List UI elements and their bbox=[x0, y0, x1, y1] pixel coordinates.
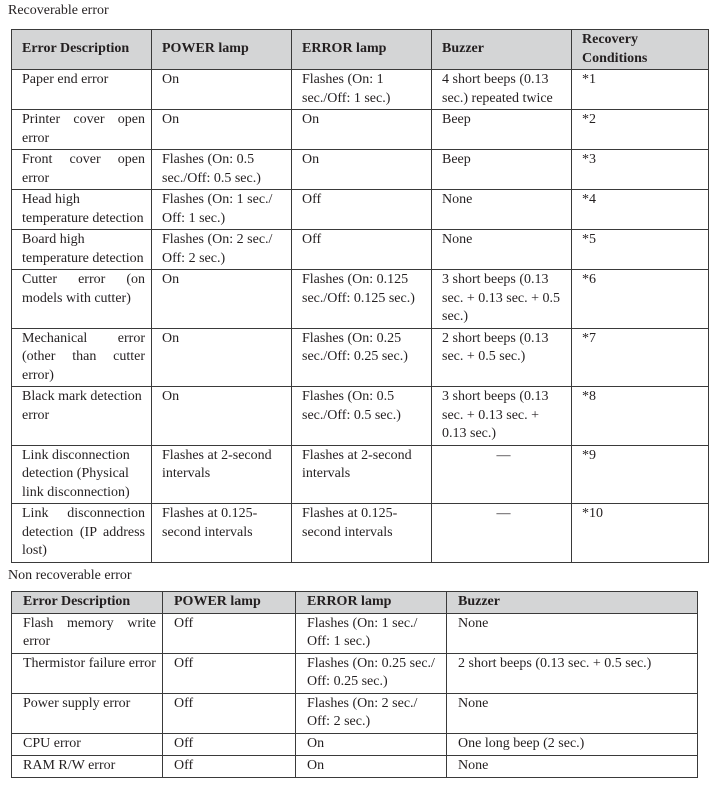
cell-error-lamp: Off bbox=[292, 190, 432, 230]
header-power-lamp: POWER lamp bbox=[163, 592, 296, 614]
cell-recovery: *8 bbox=[572, 387, 709, 446]
cell-power: Flashes (On: 1 sec./ Off: 1 sec.) bbox=[152, 190, 292, 230]
cell-error-lamp: On bbox=[296, 755, 447, 777]
cell-power: Flashes (On: 0.5 sec./Off: 0.5 sec.) bbox=[152, 150, 292, 190]
cell-recovery: *10 bbox=[572, 504, 709, 563]
non-recoverable-error-table bbox=[11, 591, 698, 778]
table-row bbox=[12, 693, 698, 733]
cell-error: Black mark detection error bbox=[12, 387, 152, 446]
header-error-lamp: ERROR lamp bbox=[292, 30, 432, 70]
cell-buzzer: Beep bbox=[432, 150, 572, 190]
cell-error: Paper end error bbox=[12, 70, 152, 110]
table-row bbox=[12, 613, 698, 653]
table-row bbox=[12, 328, 709, 387]
cell-recovery: *1 bbox=[572, 70, 709, 110]
cell-error: Mechanical error (other than cutter error) bbox=[12, 328, 152, 387]
cell-power: Off bbox=[163, 653, 296, 693]
header-error-description: Error Description bbox=[12, 30, 152, 70]
cell-error-lamp: Flashes (On: 0.25 sec./ Off: 0.25 sec.) bbox=[296, 653, 447, 693]
cell-error-lamp: Flashes at 2-second intervals bbox=[292, 445, 432, 504]
cell-error: Power supply error bbox=[12, 693, 163, 733]
cell-error-lamp: Flashes (On: 1 sec./ Off: 1 sec.) bbox=[296, 613, 447, 653]
cell-recovery: *7 bbox=[572, 328, 709, 387]
table-row bbox=[12, 230, 709, 270]
cell-power: Flashes (On: 2 sec./ Off: 2 sec.) bbox=[152, 230, 292, 270]
cell-recovery: *5 bbox=[572, 230, 709, 270]
table-row bbox=[12, 190, 709, 230]
cell-recovery: *4 bbox=[572, 190, 709, 230]
cell-error: Cutter error (on models with cutter) bbox=[12, 270, 152, 329]
cell-power: On bbox=[152, 70, 292, 110]
cell-buzzer: 2 short beeps (0.13 sec. + 0.5 sec.) bbox=[447, 653, 698, 693]
cell-power: Flashes at 0.125-second intervals bbox=[152, 504, 292, 563]
cell-error: Flash memory write error bbox=[12, 613, 163, 653]
header-error-description: Error Description bbox=[12, 592, 163, 614]
cell-recovery: *3 bbox=[572, 150, 709, 190]
cell-power: On bbox=[152, 328, 292, 387]
cell-buzzer: None bbox=[447, 755, 698, 777]
header-power-lamp: POWER lamp bbox=[152, 30, 292, 70]
table-row bbox=[12, 755, 698, 777]
cell-error: RAM R/W error bbox=[12, 755, 163, 777]
table-row bbox=[12, 150, 709, 190]
cell-power: On bbox=[152, 270, 292, 329]
cell-error-lamp: Flashes (On: 0.25 sec./Off: 0.25 sec.) bbox=[292, 328, 432, 387]
cell-error: Printer cover open error bbox=[12, 110, 152, 150]
table-row bbox=[12, 504, 709, 563]
cell-recovery: *9 bbox=[572, 445, 709, 504]
cell-error: Link disconnection detection (Physical link disconnection) bbox=[12, 445, 152, 504]
table-row bbox=[12, 387, 709, 446]
cell-power: Off bbox=[163, 693, 296, 733]
cell-power: On bbox=[152, 110, 292, 150]
recoverable-error-table bbox=[11, 29, 709, 563]
cell-buzzer: None bbox=[447, 613, 698, 653]
cell-error-lamp: Flashes (On: 0.5 sec./Off: 0.5 sec.) bbox=[292, 387, 432, 446]
cell-buzzer: 4 short beeps (0.13 sec.) repeated twice bbox=[432, 70, 572, 110]
cell-power: Off bbox=[163, 733, 296, 755]
cell-error-lamp: Flashes (On: 0.125 sec./Off: 0.125 sec.) bbox=[292, 270, 432, 329]
non-recoverable-error-title: Non recoverable error bbox=[8, 568, 132, 583]
cell-error: CPU error bbox=[12, 733, 163, 755]
cell-power: Off bbox=[163, 613, 296, 653]
table-row bbox=[12, 110, 709, 150]
cell-buzzer: None bbox=[432, 230, 572, 270]
recoverable-error-title: Recoverable error bbox=[8, 3, 109, 18]
header-recovery-conditions: Recovery Conditions bbox=[572, 30, 709, 70]
table-row bbox=[12, 733, 698, 755]
cell-error-lamp: Flashes (On: 1 sec./Off: 1 sec.) bbox=[292, 70, 432, 110]
table-header-row bbox=[12, 592, 698, 614]
cell-buzzer: Beep bbox=[432, 110, 572, 150]
table-row bbox=[12, 653, 698, 693]
table-row bbox=[12, 445, 709, 504]
table-row bbox=[12, 270, 709, 329]
cell-error: Thermistor failure error bbox=[12, 653, 163, 693]
table-row bbox=[12, 70, 709, 110]
cell-buzzer: — bbox=[432, 445, 572, 504]
cell-error: Head high temperature detection bbox=[12, 190, 152, 230]
cell-buzzer: One long beep (2 sec.) bbox=[447, 733, 698, 755]
cell-power: Flashes at 2-second intervals bbox=[152, 445, 292, 504]
cell-error: Front cover open error bbox=[12, 150, 152, 190]
header-buzzer: Buzzer bbox=[447, 592, 698, 614]
header-buzzer: Buzzer bbox=[432, 30, 572, 70]
header-error-lamp: ERROR lamp bbox=[296, 592, 447, 614]
cell-buzzer: 2 short beeps (0.13 sec. + 0.5 sec.) bbox=[432, 328, 572, 387]
table-header-row bbox=[12, 30, 709, 70]
cell-power: On bbox=[152, 387, 292, 446]
cell-error-lamp: Flashes at 0.125-second intervals bbox=[292, 504, 432, 563]
cell-buzzer: — bbox=[432, 504, 572, 563]
cell-buzzer: 3 short beeps (0.13 sec. + 0.13 sec. + 0.5 sec.) bbox=[432, 270, 572, 329]
cell-error-lamp: On bbox=[292, 110, 432, 150]
cell-error: Board high temperature detection bbox=[12, 230, 152, 270]
cell-recovery: *2 bbox=[572, 110, 709, 150]
cell-error-lamp: Off bbox=[292, 230, 432, 270]
cell-buzzer: None bbox=[447, 693, 698, 733]
cell-buzzer: None bbox=[432, 190, 572, 230]
cell-power: Off bbox=[163, 755, 296, 777]
cell-error-lamp: On bbox=[296, 733, 447, 755]
cell-error: Link disconnection detection (IP address lost) bbox=[12, 504, 152, 563]
cell-error-lamp: On bbox=[292, 150, 432, 190]
cell-error-lamp: Flashes (On: 2 sec./ Off: 2 sec.) bbox=[296, 693, 447, 733]
cell-recovery: *6 bbox=[572, 270, 709, 329]
cell-buzzer: 3 short beeps (0.13 sec. + 0.13 sec. + 0.13 sec.) bbox=[432, 387, 572, 446]
